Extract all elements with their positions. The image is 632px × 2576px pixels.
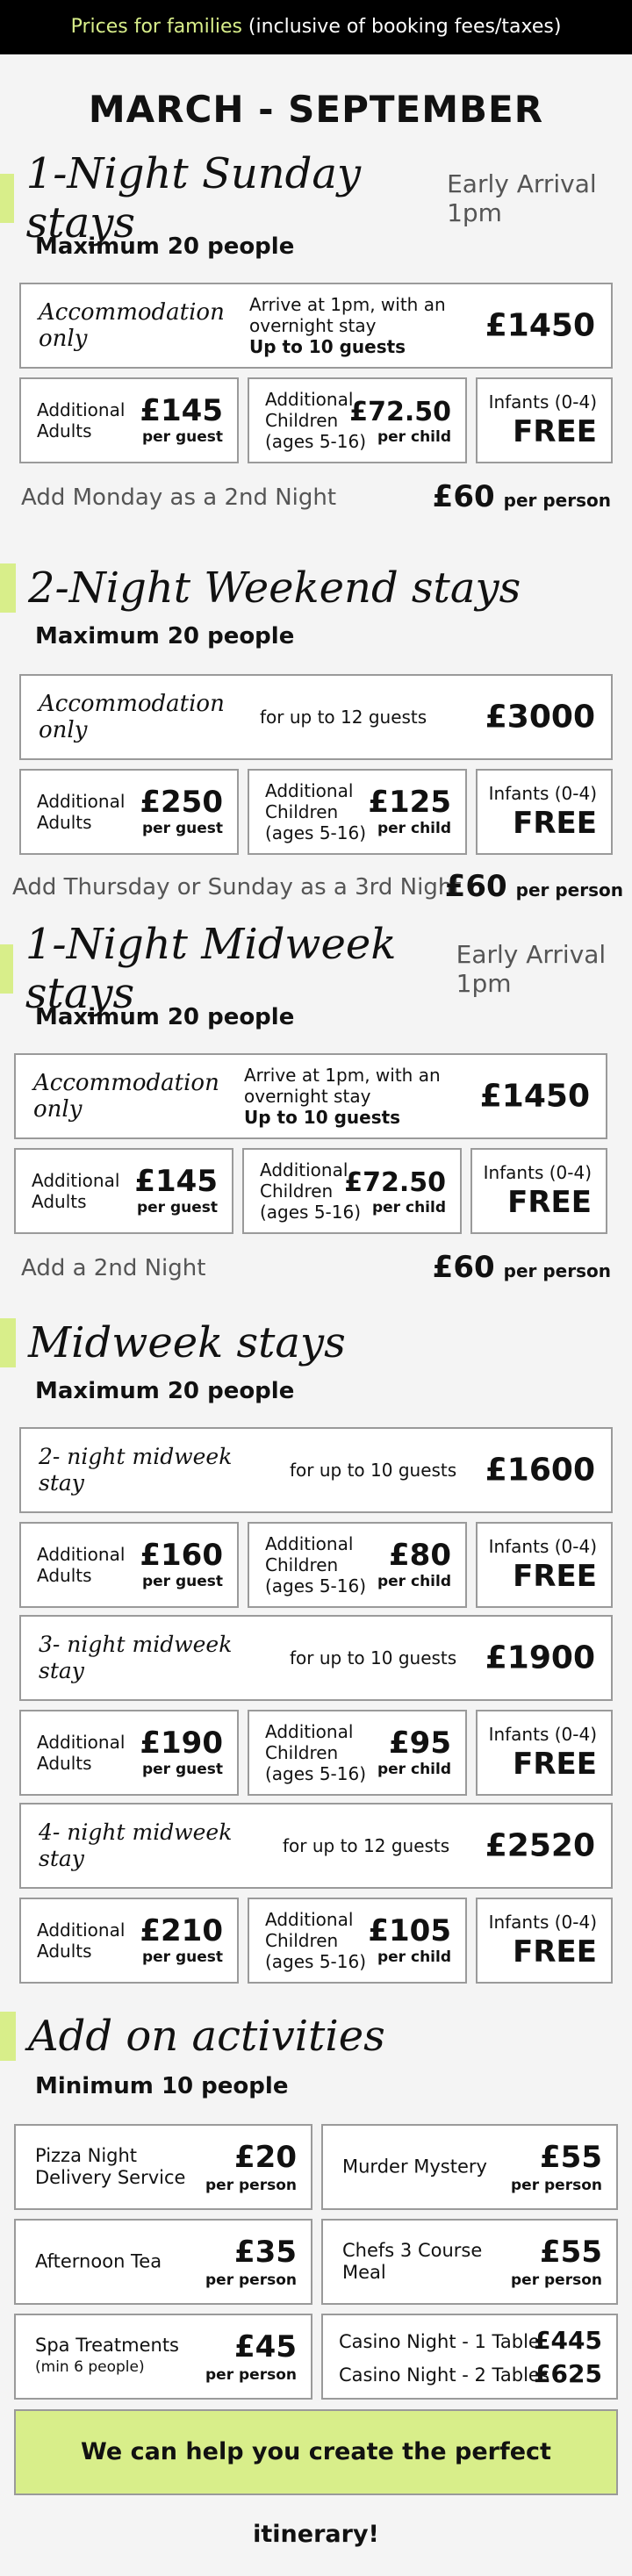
add-night-price: £60 per person	[444, 869, 623, 904]
activity-unit: per person	[205, 2271, 297, 2289]
stay-desc: for up to 10 guests	[290, 1647, 457, 1668]
max-people: Maximum 20 people	[35, 623, 295, 649]
infants-box	[476, 1522, 613, 1608]
children-label: Additional Children (ages 5-16)	[265, 780, 367, 843]
accommodation-box	[19, 283, 613, 369]
children-label: Additional Children (ages 5-16)	[260, 1159, 362, 1223]
accommodation-box	[14, 1053, 607, 1139]
children-price: £72.50	[349, 397, 451, 427]
activity-label: Chefs 3 Course Meal	[342, 2240, 483, 2283]
children-label: Additional Children (ages 5-16)	[265, 1909, 367, 1972]
infants-price: FREE	[513, 414, 597, 449]
header-accent-text: Prices for families	[70, 16, 242, 38]
infants-box	[476, 1710, 613, 1796]
accent-bar	[0, 174, 14, 223]
infants-box	[476, 377, 613, 463]
adults-label: Additional Adults	[37, 1732, 126, 1774]
accent-bar	[0, 2012, 16, 2061]
min-people: Minimum 10 people	[35, 2073, 289, 2099]
stay-label: 2- night midweek stay	[39, 1444, 233, 1496]
accent-bar	[0, 1318, 16, 1367]
desc-line: Arrive at 1pm, with an	[244, 1065, 441, 1086]
section-title: 1-Night Midweek stays	[25, 920, 397, 1018]
children-price: £105	[368, 1913, 451, 1948]
additional-adults-box	[19, 1710, 239, 1796]
midweek-stay-box	[19, 1615, 613, 1701]
adults-unit: per guest	[141, 1761, 223, 1778]
accommodation-label: Accommodation only	[33, 1070, 219, 1123]
stay-desc: for up to 12 guests	[283, 1835, 450, 1856]
section-title: Add on activities	[28, 2012, 385, 2061]
max-people: Maximum 20 people	[35, 233, 295, 260]
additional-children-box	[248, 1710, 467, 1796]
midweek-stay-box	[19, 1427, 613, 1513]
desc-line: overnight stay	[244, 1086, 371, 1107]
add-night-price: £60 per person	[432, 479, 611, 514]
accommodation-label: Accommodation only	[39, 299, 225, 352]
infants-box	[476, 769, 613, 855]
adults-price: £160	[140, 1538, 223, 1573]
itinerary-cta[interactable]: We can help you create the perfect itinerary!	[14, 2409, 618, 2495]
activity-price: £20	[234, 2140, 297, 2175]
children-price: £95	[389, 1726, 451, 1761]
infants-price: FREE	[513, 1559, 597, 1594]
children-unit: per child	[377, 820, 451, 837]
accommodation-price: £1450	[479, 1078, 590, 1115]
infants-price: FREE	[507, 1185, 592, 1220]
children-price: £72.50	[344, 1167, 446, 1198]
activity-casino-box	[321, 2314, 618, 2400]
stay-label: 4- night midweek stay	[39, 1819, 233, 1871]
additional-children-box	[248, 377, 467, 463]
activity-chefs-meal-box	[321, 2219, 618, 2305]
stay-price: £2520	[485, 1827, 595, 1864]
additional-adults-box	[19, 377, 239, 463]
season-title: MARCH - SEPTEMBER	[88, 88, 544, 131]
adults-price: £190	[140, 1726, 223, 1761]
accent-bar	[0, 944, 13, 994]
max-people: Maximum 20 people	[35, 1378, 295, 1404]
accommodation-price: £1450	[485, 307, 595, 344]
adults-price: £210	[140, 1913, 223, 1948]
children-price: £80	[389, 1538, 451, 1573]
infants-price: FREE	[513, 806, 597, 841]
casino-2-label: Casino Night - 2 Tables	[339, 2364, 549, 2386]
children-unit: per child	[377, 1761, 451, 1778]
add-night-price: £60 per person	[432, 1250, 611, 1285]
stay-desc: for up to 10 guests	[290, 1460, 457, 1481]
pricing-header-bar	[0, 0, 632, 54]
stay-label: 3- night midweek stay	[39, 1632, 233, 1683]
additional-children-box	[242, 1148, 462, 1234]
activity-unit: per person	[511, 2177, 602, 2194]
add-night-label: Add Thursday or Sunday as a 3rd Night	[12, 874, 462, 901]
children-unit: per child	[377, 428, 451, 446]
infants-label: Infants (0-4)	[488, 783, 597, 804]
accommodation-label: Accommodation only	[39, 691, 225, 743]
infants-price: FREE	[513, 1934, 597, 1970]
adults-price: £145	[140, 393, 223, 428]
children-label: Additional Children (ages 5-16)	[265, 1721, 367, 1784]
section-title: 2-Night Weekend stays	[28, 563, 521, 613]
additional-children-box	[248, 769, 467, 855]
desc-line: Arrive at 1pm, with an	[249, 294, 446, 315]
infants-box	[470, 1148, 607, 1234]
section-title: Midweek stays	[28, 1318, 346, 1367]
adults-unit: per guest	[136, 1199, 218, 1216]
infants-label: Infants (0-4)	[488, 1724, 597, 1745]
children-unit: per child	[377, 1948, 451, 1966]
section-title: 1-Night Sunday stays	[25, 149, 362, 248]
activity-price: £55	[540, 2140, 602, 2175]
add-night-label: Add a 2nd Night	[21, 1255, 206, 1281]
activity-label: Spa Treatments (min 6 people)	[35, 2335, 180, 2376]
children-label: Additional Children (ages 5-16)	[265, 1533, 367, 1597]
casino-2-price: £625	[534, 2359, 602, 2388]
children-label: Additional Children (ages 5-16)	[265, 389, 367, 452]
adults-label: Additional Adults	[37, 1919, 126, 1962]
infants-label: Infants (0-4)	[488, 1912, 597, 1933]
adults-price: £145	[134, 1164, 218, 1199]
additional-children-box	[248, 1522, 467, 1608]
section-add-on-activities	[0, 2010, 385, 2063]
accent-bar	[0, 563, 16, 613]
additional-adults-box	[14, 1148, 233, 1234]
adults-label: Additional Adults	[37, 791, 126, 833]
adults-unit: per guest	[141, 428, 223, 446]
children-price: £125	[368, 785, 451, 820]
infants-label: Infants (0-4)	[488, 391, 597, 413]
infants-label: Infants (0-4)	[488, 1536, 597, 1557]
infants-box	[476, 1898, 613, 1984]
activity-price: £45	[234, 2329, 297, 2364]
section-weekend-stays	[0, 562, 521, 614]
early-arrival-note: Early Arrival 1pm	[456, 940, 607, 998]
adults-unit: per guest	[141, 1573, 223, 1590]
infants-label: Infants (0-4)	[483, 1162, 592, 1183]
additional-adults-box	[19, 1522, 239, 1608]
activity-unit: per person	[205, 2177, 297, 2194]
accommodation-desc: for up to 12 guests	[260, 707, 427, 728]
activity-label: Murder Mystery	[342, 2156, 487, 2178]
accommodation-box	[19, 674, 613, 760]
adults-label: Additional Adults	[32, 1170, 120, 1212]
activity-unit: per person	[511, 2271, 602, 2289]
early-arrival-note: Early Arrival 1pm	[447, 169, 597, 227]
accommodation-desc	[244, 1065, 441, 1128]
accommodation-price: £3000	[485, 699, 595, 735]
activity-afternoon-tea-box	[14, 2219, 312, 2305]
desc-guests: Up to 10 guests	[244, 1107, 401, 1128]
add-night-label: Add Monday as a 2nd Night	[21, 484, 337, 511]
accommodation-desc	[249, 294, 446, 357]
header-rest-text: (inclusive of booking fees/taxes)	[241, 16, 562, 38]
children-unit: per child	[377, 1573, 451, 1590]
section-midweek-stays	[0, 1317, 346, 1369]
casino-1-price: £445	[534, 2326, 602, 2355]
activity-label: Pizza Night Delivery Service	[35, 2145, 186, 2188]
additional-children-box	[248, 1898, 467, 1984]
activity-unit: per person	[205, 2366, 297, 2384]
desc-guests: Up to 10 guests	[249, 336, 406, 357]
adults-label: Additional Adults	[37, 399, 126, 441]
children-unit: per child	[371, 1199, 446, 1216]
adults-price: £250	[140, 785, 223, 820]
midweek-stay-box	[19, 1803, 613, 1889]
additional-adults-box	[19, 1898, 239, 1984]
infants-price: FREE	[513, 1747, 597, 1782]
adults-label: Additional Adults	[37, 1544, 126, 1586]
adults-unit: per guest	[141, 820, 223, 837]
activity-price: £55	[540, 2235, 602, 2270]
activity-label: Afternoon Tea	[35, 2250, 162, 2272]
adults-unit: per guest	[141, 1948, 223, 1966]
activity-price: £35	[234, 2235, 297, 2270]
activity-murder-mystery-box	[321, 2124, 618, 2210]
additional-adults-box	[19, 769, 239, 855]
activity-spa-box	[14, 2314, 312, 2400]
stay-price: £1600	[485, 1452, 595, 1489]
casino-1-label: Casino Night - 1 Table	[339, 2331, 540, 2352]
max-people: Maximum 20 people	[35, 1004, 295, 1030]
stay-price: £1900	[485, 1640, 595, 1676]
activity-pizza-box	[14, 2124, 312, 2210]
desc-line: overnight stay	[249, 315, 377, 336]
